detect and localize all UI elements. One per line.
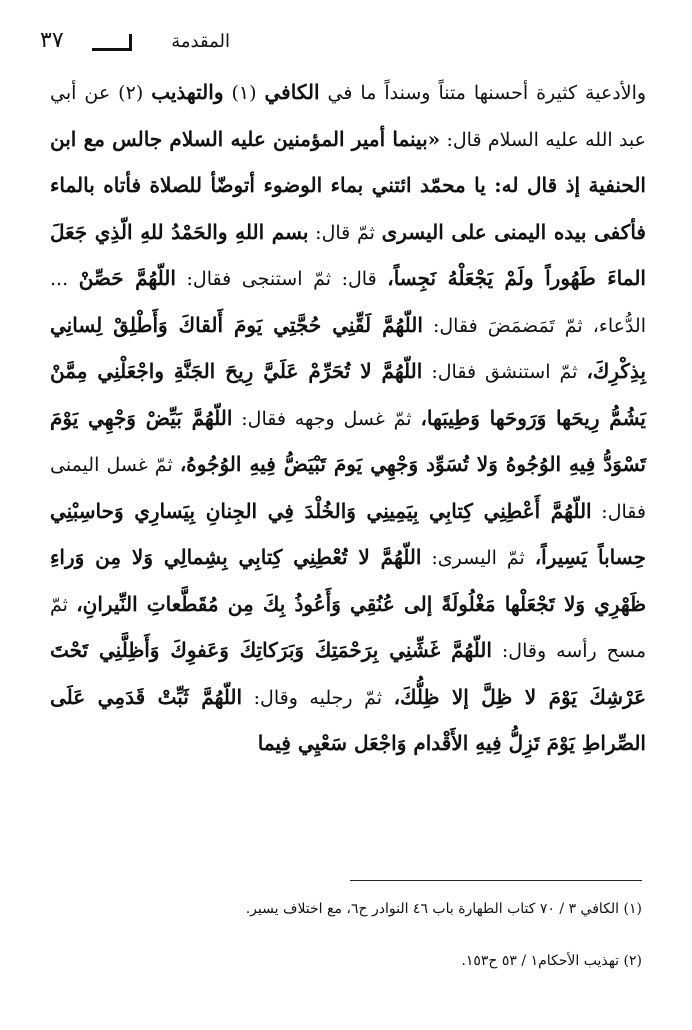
supplication: اللّهُمَّ أَعْطِنِي كِتابِي بِيَمِينِي وَالخُلْدَ فِي الجِنانِ بِيَسارِي وَحاسِبْنِي حِساباً يَسِيراً، bbox=[50, 498, 646, 569]
supplication: اللّهُمَّ بَيِّضْ وَجْهِي يَوْمَ تَسْوَدُّ فِيهِ الوُجُوهُ وَلا تُسَوِّد وَجْهِي يَومَ تَبْيَضُّ فِيهِ الوُجُوهُ، bbox=[50, 405, 646, 476]
text-run: ثمّ استنشق فقال: bbox=[422, 361, 587, 383]
text-run: ثمّ غسل وجهه فقال: bbox=[232, 407, 421, 430]
text-run: ثمّ اليسرى: bbox=[421, 547, 535, 569]
page-number: ٣٧ bbox=[40, 28, 64, 53]
text-run: (٢) عن أبي عبد الله عليه السلام قال: bbox=[50, 82, 646, 151]
hadith-quote: «بينما أمير المؤمنين عليه السلام جالس مع ابن الحنفية إذ قال له: يا محمّد ائتني بماء الوضوء أتوضّأ للصلاة فأتاه بالماء فأكفى بيده اليمنى على اليسرى bbox=[50, 126, 646, 244]
text-run: قال: ثمّ استنجى فقال: bbox=[175, 268, 388, 290]
text-run: ثمّ مسح رأسه وقال: bbox=[50, 593, 647, 662]
text-run: ثمّ قال: bbox=[308, 221, 382, 244]
supplication: اللّهُمَّ حَصِّنْ bbox=[78, 266, 176, 290]
footnotes bbox=[50, 894, 642, 998]
supplication: اللّهُمَّ لَقِّنِي حُجَّتِي يَومَ أَلقاكَ وَأَطْلِقْ لِسانِي بِذِكْرِكَ، bbox=[50, 312, 646, 383]
footnote-2: (٢) تهذيب الأحكام١ / ٥٣ ح١٥٣. bbox=[461, 953, 642, 969]
header-rule bbox=[92, 48, 132, 51]
text-run: والأدعية كثيرة أحسنها متناً وسنداً ما في bbox=[319, 82, 647, 104]
page-header bbox=[40, 26, 230, 66]
section-title: المقدمة bbox=[171, 31, 230, 52]
footnote-ref-1: (١) bbox=[223, 82, 265, 104]
text-run: ثمّ رجليه وقال: bbox=[242, 686, 394, 709]
supplication: اللّهُمَّ غَشِّنِي بِرَحْمَتِكَ وَبَرَكاتِكَ وَعَفوِكَ وَأَظِلَّنِي تَحْتَ عَرْشِكَ يَوْمَ لا ظِلَّ إلا ظِلُّكَ، bbox=[50, 638, 646, 709]
supplication: بسم اللهِ والحَمْدُ للهِ الّذِي جَعَلَ الماءَ طَهُوراً ولَمْ يَجْعَلْهُ نَجِساً، bbox=[50, 219, 646, 290]
text-run: ثمّ غسل اليمنى فقال: bbox=[50, 454, 646, 523]
main-text bbox=[50, 70, 646, 865]
supplication: اللّهُمَّ ثَبِّتْ قَدَمِي عَلَى الصِّراطِ يَوْمَ تَزِلُّ فِيهِ الأَقْدام وَاجْعَل سَعْيِي فِيما bbox=[50, 684, 646, 755]
body-paragraph bbox=[50, 70, 646, 768]
footnote-separator bbox=[350, 880, 642, 881]
footnote-1: (١) الكافي ٣ / ٧٠ كتاب الطهارة باب ٤٦ النوادر ح٦، مع اختلاف يسير. bbox=[245, 901, 642, 917]
supplication: اللّهُمَّ لا تُعْطِنِي كِتابِي بِشِمالِي وَلا مِن وَراءِ ظَهْرِي وَلا تَجْعَلْها مَغْلُولَةً إلى عُنُقِي وَأَعُوذُ بِكَ مِن مُقَطَّعاتِ النِّيرانِ، bbox=[50, 545, 646, 616]
book-title-tahdhib: والتهذيب bbox=[151, 80, 224, 104]
supplication: اللّهُمَّ لا تُحَرِّمْ عَلَيَّ رِيحَ الجَنَّةِ واجْعَلْنِي مِمَّنْ يَشُمُّ رِيحَها وَرَوحَها وَطِيبَها، bbox=[50, 359, 646, 430]
book-title-kafi: الكافي bbox=[264, 80, 320, 104]
text-run: ... الدُّعاء، ثمّ تَمَضمَضَ فقال: bbox=[50, 268, 646, 337]
